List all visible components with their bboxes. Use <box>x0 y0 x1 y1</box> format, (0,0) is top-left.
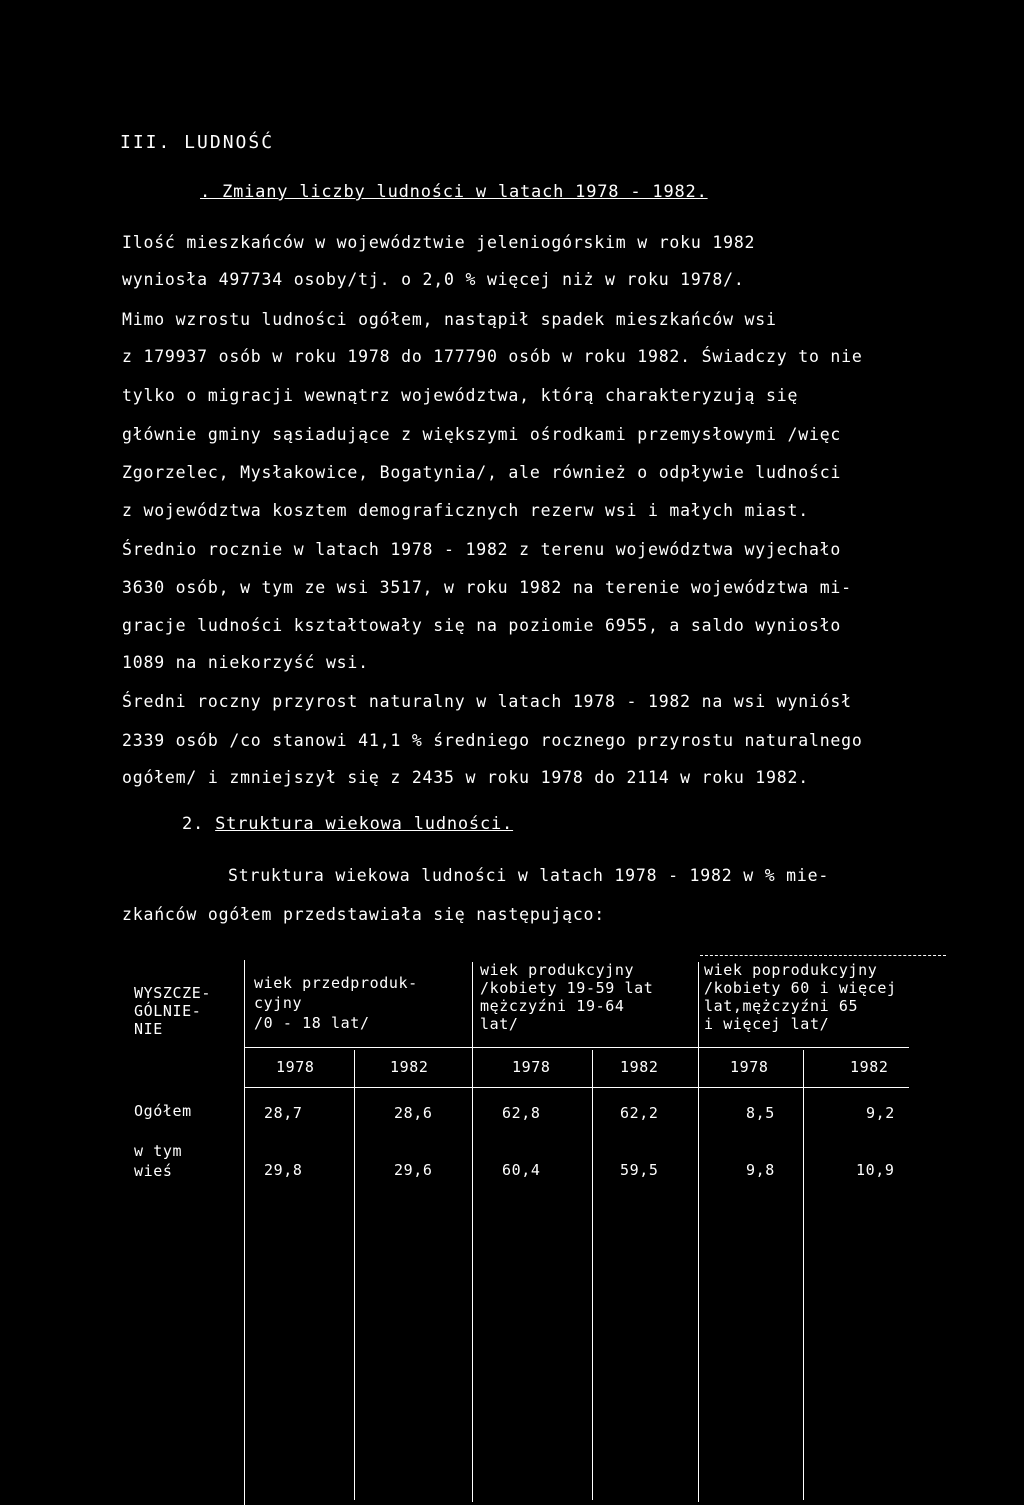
chapter-title: III. LUDNOŚĆ <box>120 132 275 153</box>
group-header-line: lat,mężczyźni 65 <box>704 997 859 1015</box>
stub-header-line: WYSZCZE- <box>134 984 212 1002</box>
stub-header-line: NIE <box>134 1020 163 1038</box>
group-header-line: wiek poprodukcyjny <box>704 961 878 979</box>
paragraph-line: ogółem/ i zmniejszył się z 2435 w roku 1978 do 2114 w roku 1982. <box>122 768 809 787</box>
row-label-ogolem: Ogółem <box>134 1102 192 1120</box>
table-cell: 9,2 <box>866 1104 895 1122</box>
intro-line: Struktura wiekowa ludności w latach 1978 - 1982 w % mie- <box>228 866 830 885</box>
intro-line: zkańców ogółem przedstawiała się następująco: <box>122 905 606 924</box>
section-2-title: Struktura wiekowa ludności. <box>215 814 514 834</box>
column-line <box>592 1050 593 1500</box>
paragraph-line: Ilość mieszkańców w województwie jeleniogórskim w roku 1982 <box>122 233 756 252</box>
year-header: 1982 <box>620 1058 659 1076</box>
group-header-line: mężczyźni 19-64 <box>480 997 625 1015</box>
table-cell: 28,7 <box>264 1104 303 1122</box>
table-cell: 9,8 <box>746 1161 775 1179</box>
column-line <box>803 1050 804 1500</box>
section-2-number: 2. <box>182 814 205 834</box>
paragraph-line: Średni roczny przyrost naturalny w latach 1978 - 1982 na wsi wyniósł <box>122 692 852 711</box>
group-column-line <box>472 962 473 1502</box>
group-header-line: /kobiety 60 i więcej <box>704 979 897 997</box>
stub-header-line: GÓLNIE- <box>134 1002 202 1020</box>
column-line <box>354 1050 355 1500</box>
group-header-line: lat/ <box>480 1015 519 1033</box>
paragraph-line: głównie gminy sąsiadujące z większymi ośrodkami przemysłowymi /więc <box>122 425 842 444</box>
group-header-line: wiek produkcyjny <box>480 961 635 979</box>
paragraph-line: z 179937 osób w roku 1978 do 177790 osób w roku 1982. Świadczy to nie <box>122 347 863 366</box>
table-cell: 59,5 <box>620 1161 659 1179</box>
year-header: 1978 <box>730 1058 769 1076</box>
year-header: 1978 <box>512 1058 551 1076</box>
top-dashed-line <box>700 955 946 957</box>
paragraph-line: Zgorzelec, Mysłakowice, Bogatynia/, ale również o odpływie ludności <box>122 463 842 482</box>
paragraph-line: gracje ludności kształtowały się na poziomie 6955, a saldo wyniosło <box>122 616 842 635</box>
years-divider-line <box>244 1087 909 1088</box>
paragraph-line: tylko o migracji wewnątrz województwa, którą charakteryzują się <box>122 386 799 405</box>
row-label-w-tym: w tym <box>134 1142 183 1160</box>
paragraph-line: Mimo wzrostu ludności ogółem, nastąpił spadek mieszkańców wsi <box>122 310 777 329</box>
row-label-wies: wieś <box>134 1162 173 1180</box>
table-cell: 62,8 <box>502 1104 541 1122</box>
group-header-line: /kobiety 19-59 lat <box>480 979 654 997</box>
paragraph-line: 2339 osób /co stanowi 41,1 % średniego rocznego przyrostu naturalnego <box>122 731 863 750</box>
group-header-line: i więcej lat/ <box>704 1015 830 1033</box>
group-header-line: /0 - 18 lat/ <box>254 1014 370 1032</box>
table-cell: 10,9 <box>856 1161 895 1179</box>
paragraph-line: z województwa kosztem demograficznych rezerw wsi i małych miast. <box>122 501 809 520</box>
paragraph-line: 1089 na niekorzyść wsi. <box>122 653 369 672</box>
year-header: 1982 <box>390 1058 429 1076</box>
year-header: 1982 <box>850 1058 889 1076</box>
header-divider-line <box>244 1047 909 1048</box>
table-cell: 29,8 <box>264 1161 303 1179</box>
table-cell: 62,2 <box>620 1104 659 1122</box>
group-column-line <box>698 962 699 1502</box>
table-cell: 29,6 <box>394 1161 433 1179</box>
table-cell: 28,6 <box>394 1104 433 1122</box>
section-1-title: . Zmiany liczby ludności w latach 1978 - 1982. <box>200 182 708 202</box>
paragraph-line: Średnio rocznie w latach 1978 - 1982 z terenu województwa wyjechało <box>122 540 842 559</box>
group-header-line: cyjny <box>254 994 303 1012</box>
table-cell: 8,5 <box>746 1104 775 1122</box>
table-cell: 60,4 <box>502 1161 541 1179</box>
stub-column-line <box>244 960 245 1505</box>
year-header: 1978 <box>276 1058 315 1076</box>
group-header-line: wiek przedproduk- <box>254 974 418 992</box>
paragraph-line: 3630 osób, w tym ze wsi 3517, w roku 1982 na terenie województwa mi- <box>122 578 852 597</box>
paragraph-line: wyniosła 497734 osoby/tj. o 2,0 % więcej niż w roku 1978/. <box>122 270 745 289</box>
